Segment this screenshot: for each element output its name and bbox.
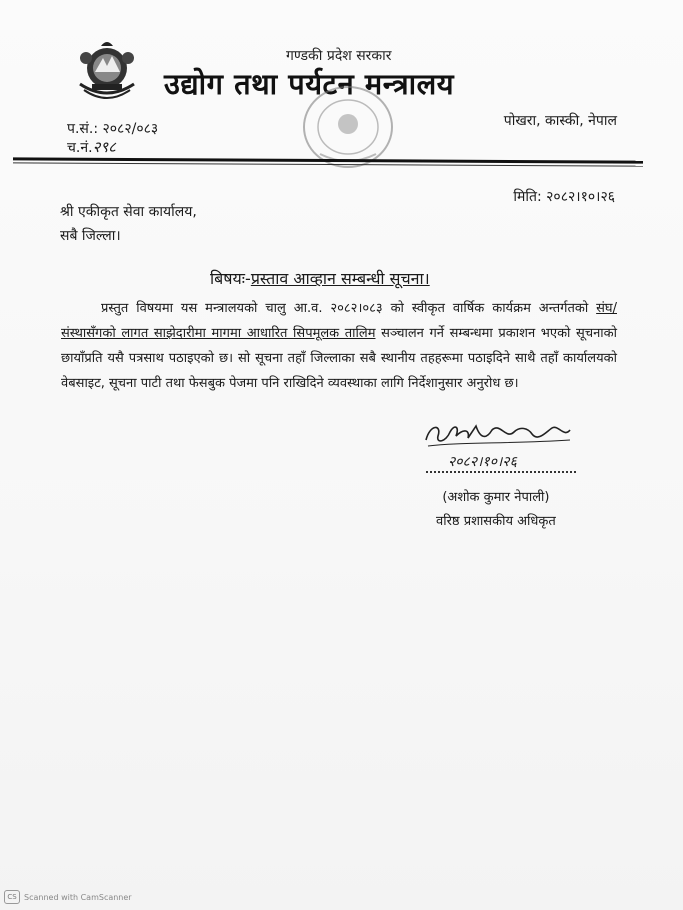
body-underlined: संघ/संस्थासँगको लागत साझेदारीमा मागमा आधारित सिपमूलक तालिम [61, 301, 617, 341]
reference-block [67, 120, 158, 157]
recipient-line-2: सबै जिल्ला। [60, 228, 121, 244]
ministry-name: उद्योग तथा पर्यटन मन्त्रालय [164, 67, 455, 101]
letter-body [61, 296, 617, 396]
recipient-address [60, 200, 197, 248]
signature-icon [420, 418, 580, 452]
signatory-designation: वरिष्ठ प्रशासकीय अधिकृत [436, 514, 556, 529]
subject-line [210, 267, 430, 289]
letter-date: मिति: २०८२।१०।२६ [513, 189, 615, 205]
body-part-2: सञ्चालन गर्ने सम्बन्धमा प्रकाशन भएको सूचनाको छायाँप्रति यसै पत्रसाथ पठाइएको छ। सो सूचना तहाँ जिल्लाका सबै स्थानीय तहहरूमा पठाइदिने साथै तहाँ कार्यालयको वेबसाइट, सूचना पाटी तथा फेसबुक पेजमा पनि राखिदिने व्यवस्थाका लागि निर्देशानुसार अनुरोध छ। [61, 326, 618, 391]
body-part-1: प्रस्तुत विषयमा यस मन्त्रालयको चालु आ.व. २०८२।०८३ को स्वीकृत वार्षिक कार्यक्रम अन्तर्गतको [101, 301, 597, 316]
camscanner-logo-icon: CS [4, 890, 20, 904]
scanner-text: Scanned with CamScanner [24, 892, 132, 902]
dispatch-prefix: च.नं. [67, 140, 93, 156]
ministry-seal-icon [300, 84, 396, 170]
office-location: पोखरा, कास्की, नेपाल [503, 113, 617, 129]
signatory-name: (अशोक कुमार नेपाली) [442, 490, 550, 505]
signature-dotted-line [426, 471, 576, 473]
dispatch-handwritten: २९८ [92, 138, 116, 156]
signature-date: २०८२।१०।२६ [448, 454, 517, 470]
dispatch-number [67, 138, 158, 157]
government-name: गण्डकी प्रदेश सरकार [286, 48, 392, 64]
scanner-watermark [4, 890, 132, 904]
subject-text: प्रस्ताव आव्हान सम्बन्धी सूचना। [250, 269, 430, 288]
nepal-emblem-icon [70, 36, 144, 102]
reference-number: प.सं.: २०८२/०८३ [67, 121, 159, 137]
recipient-line-1: श्री एकीकृत सेवा कार्यालय, [60, 204, 197, 220]
signatory-block [436, 486, 556, 534]
subject-prefix: बिषयः- [210, 269, 251, 288]
